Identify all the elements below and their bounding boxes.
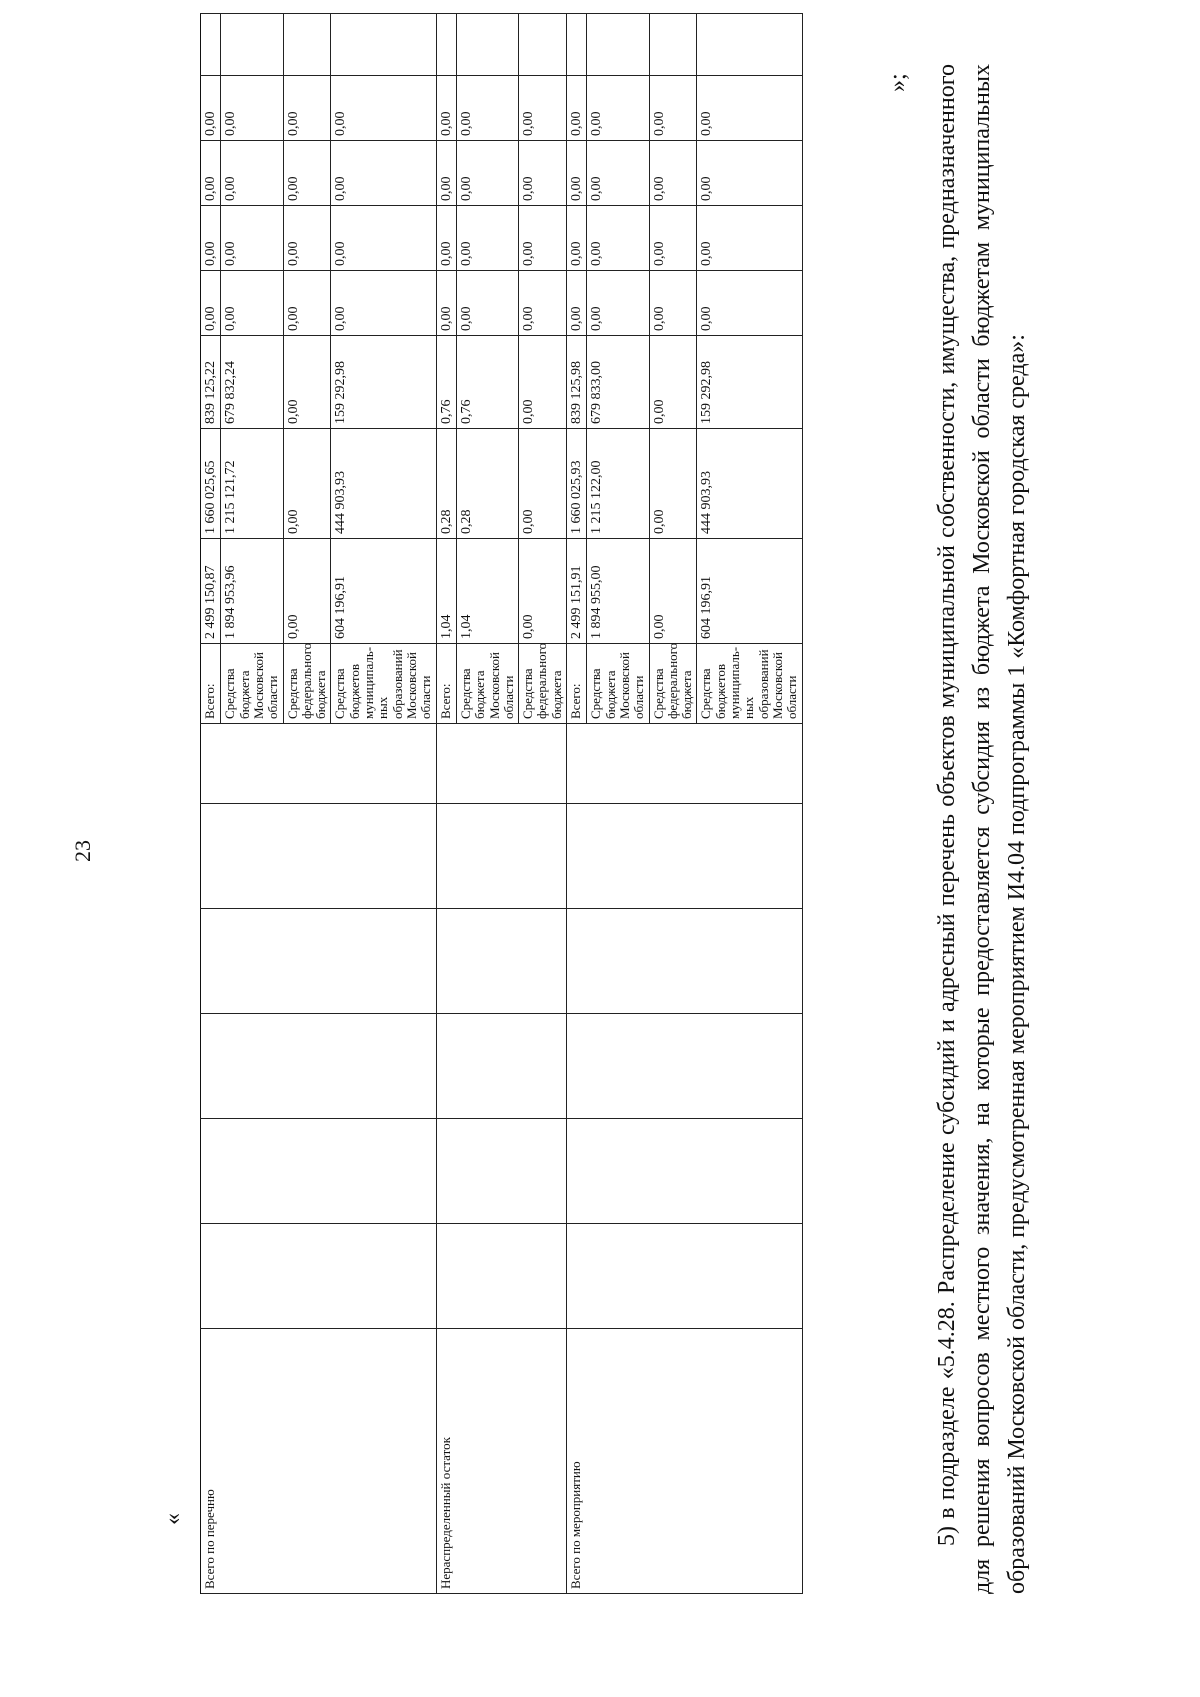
amount-cell: 0,00 <box>649 539 697 644</box>
amount-cell: 0,00 <box>567 206 587 271</box>
empty-cell <box>649 14 697 76</box>
amount-cell: 0,00 <box>649 206 697 271</box>
funding-source: Средства федерального бюджета <box>649 644 697 724</box>
amount-cell: 0,00 <box>436 76 456 141</box>
amount-cell: 0,00 <box>436 141 456 206</box>
amount-cell: 0,00 <box>519 429 567 539</box>
amount-cell: 0,00 <box>567 76 587 141</box>
empty-cell <box>283 14 331 76</box>
amount-cell: 0,00 <box>456 76 518 141</box>
amount-cell: 604 196,91 <box>331 539 436 644</box>
amount-cell: 0,00 <box>456 271 518 336</box>
amount-cell: 0,28 <box>456 429 518 539</box>
amount-cell: 159 292,98 <box>331 336 436 429</box>
amount-cell: 0,00 <box>221 271 283 336</box>
empty-cell <box>436 909 566 1014</box>
amount-cell: 604 196,91 <box>697 539 802 644</box>
empty-cell <box>567 724 803 804</box>
amount-cell: 2 499 151,91 <box>567 539 587 644</box>
empty-cell <box>519 14 567 76</box>
amount-cell: 0,00 <box>519 336 567 429</box>
funding-table <box>200 13 803 1594</box>
amount-cell: 0,00 <box>697 76 802 141</box>
amount-cell: 0,00 <box>587 141 649 206</box>
amount-cell: 0,00 <box>697 206 802 271</box>
amount-cell: 679 833,00 <box>587 336 649 429</box>
empty-cell <box>436 1014 566 1119</box>
empty-cell <box>697 14 802 76</box>
amount-cell: 0,00 <box>567 141 587 206</box>
amount-cell: 159 292,98 <box>697 336 802 429</box>
amount-cell: 1 894 953,96 <box>221 539 283 644</box>
amount-cell: 1,04 <box>456 539 518 644</box>
amount-cell: 0,00 <box>436 271 456 336</box>
amendment-paragraph <box>930 64 1035 1594</box>
amount-cell: 0,00 <box>201 206 221 271</box>
group-title: Нераспределенный остаток <box>436 1329 566 1594</box>
empty-cell <box>221 14 283 76</box>
amount-cell: 0,00 <box>201 76 221 141</box>
amount-cell: 0,00 <box>587 271 649 336</box>
amount-cell: 0,00 <box>519 539 567 644</box>
table-row <box>436 14 456 1594</box>
amount-cell: 0,00 <box>331 271 436 336</box>
amount-cell: 0,00 <box>283 429 331 539</box>
amount-cell: 0,00 <box>283 539 331 644</box>
amount-cell: 0,00 <box>567 271 587 336</box>
amount-cell: 0,76 <box>456 336 518 429</box>
empty-cell <box>567 14 587 76</box>
amount-cell: 0,00 <box>221 206 283 271</box>
empty-cell <box>567 804 803 909</box>
amount-cell: 0,00 <box>519 206 567 271</box>
funding-source: Средства бюджетов муниципаль-ных образований Московской области <box>331 644 436 724</box>
amount-cell: 0,00 <box>283 206 331 271</box>
amount-cell: 0,00 <box>649 141 697 206</box>
empty-cell <box>436 804 566 909</box>
amendment-text: 5) в подразделе «5.4.28. Распределение субсидий и адресный перечень объектов муниципальной собственности, имущества, предназначенного для решения вопросов местного значения, на которые предоставляется субсидия из бюджета Московской области бюджетам муниципальных образований Московской области, предусмотренная мероприятием И4.04 подпрограммы 1 «Комфортная городская среда»: <box>934 64 1030 1594</box>
funding-source: Средства бюджета Московской области <box>221 644 283 724</box>
amount-cell: 0,00 <box>519 141 567 206</box>
amount-cell: 0,00 <box>221 141 283 206</box>
amount-cell: 0,00 <box>331 206 436 271</box>
amount-cell: 0,00 <box>201 271 221 336</box>
amount-cell: 1 660 025,65 <box>201 429 221 539</box>
group-title: Всего по перечню <box>201 1329 437 1594</box>
amount-cell: 0,00 <box>436 206 456 271</box>
funding-source: Средства федерального бюджета <box>519 644 567 724</box>
amount-cell: 0,00 <box>697 141 802 206</box>
empty-cell <box>567 1119 803 1224</box>
empty-cell <box>436 1224 566 1329</box>
empty-cell <box>201 14 221 76</box>
empty-cell <box>436 724 566 804</box>
page-number: 23 <box>70 840 95 862</box>
amount-cell: 0,00 <box>649 429 697 539</box>
amount-cell: 679 832,24 <box>221 336 283 429</box>
funding-source: Средства федерального бюджета <box>283 644 331 724</box>
empty-cell <box>201 724 437 804</box>
empty-cell <box>567 1224 803 1329</box>
amount-cell: 0,00 <box>519 76 567 141</box>
amount-cell: 0,00 <box>587 206 649 271</box>
table-row <box>201 14 221 1594</box>
funding-source: Средства бюджета Московской области <box>456 644 518 724</box>
amount-cell: 0,00 <box>283 141 331 206</box>
group-title: Всего по мероприятию <box>567 1329 803 1594</box>
empty-cell <box>567 909 803 1014</box>
amount-cell: 0,00 <box>331 76 436 141</box>
funding-source: Всего: <box>567 644 587 724</box>
empty-cell <box>567 1014 803 1119</box>
funding-source: Средства бюджетов муниципаль-ных образований Московской области <box>697 644 802 724</box>
empty-cell <box>201 1224 437 1329</box>
empty-cell <box>201 804 437 909</box>
empty-cell <box>436 14 456 76</box>
amount-cell: 2 499 150,87 <box>201 539 221 644</box>
funding-source: Средства бюджета Московской области <box>587 644 649 724</box>
funding-source: Всего: <box>201 644 221 724</box>
empty-cell <box>201 909 437 1014</box>
empty-cell <box>456 14 518 76</box>
empty-cell <box>331 14 436 76</box>
amount-cell: 0,00 <box>649 336 697 429</box>
amount-cell: 0,00 <box>283 336 331 429</box>
amount-cell: 0,00 <box>697 271 802 336</box>
amount-cell: 0,00 <box>519 271 567 336</box>
amount-cell: 0,00 <box>201 141 221 206</box>
amount-cell: 0,00 <box>587 76 649 141</box>
amount-cell: 0,00 <box>331 141 436 206</box>
table-row <box>567 14 587 1594</box>
empty-cell <box>587 14 649 76</box>
empty-cell <box>201 1014 437 1119</box>
amount-cell: 0,28 <box>436 429 456 539</box>
amount-cell: 839 125,98 <box>567 336 587 429</box>
empty-cell <box>436 1119 566 1224</box>
amount-cell: 0,76 <box>436 336 456 429</box>
amount-cell: 1 894 955,00 <box>587 539 649 644</box>
amount-cell: 1 215 121,72 <box>221 429 283 539</box>
amount-cell: 0,00 <box>456 206 518 271</box>
empty-cell <box>201 1119 437 1224</box>
amount-cell: 0,00 <box>221 76 283 141</box>
amount-cell: 1 660 025,93 <box>567 429 587 539</box>
amount-cell: 1 215 122,00 <box>587 429 649 539</box>
amount-cell: 444 903,93 <box>697 429 802 539</box>
amount-cell: 0,00 <box>456 141 518 206</box>
closing-quote: »; <box>885 73 911 92</box>
amount-cell: 0,00 <box>283 76 331 141</box>
amount-cell: 0,00 <box>283 271 331 336</box>
amount-cell: 0,00 <box>649 271 697 336</box>
amount-cell: 839 125,22 <box>201 336 221 429</box>
amount-cell: 0,00 <box>649 76 697 141</box>
amount-cell: 444 903,93 <box>331 429 436 539</box>
funding-source: Всего: <box>436 644 456 724</box>
opening-quote: « <box>160 1513 186 1525</box>
amount-cell: 1,04 <box>436 539 456 644</box>
